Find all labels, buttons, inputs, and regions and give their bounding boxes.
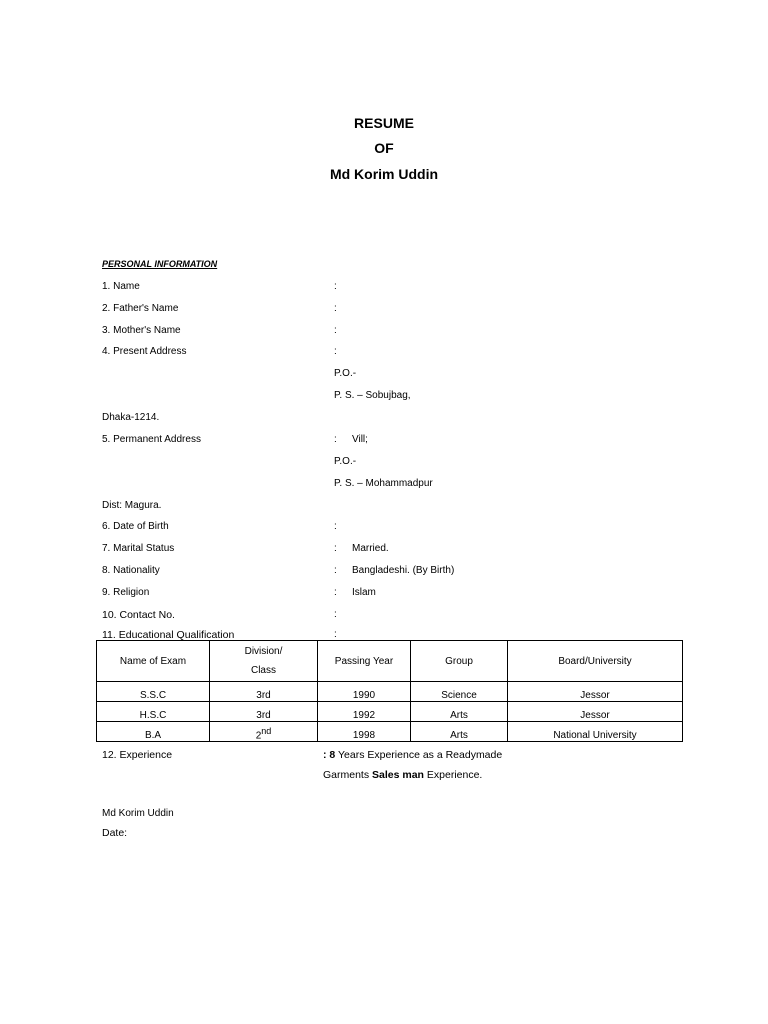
header-board: Board/University xyxy=(508,641,683,682)
cell-division-sup: nd xyxy=(261,725,272,736)
header-division-line1: Division/ xyxy=(244,646,283,657)
cell-group: Science xyxy=(411,682,508,702)
permanent-address-colon: : xyxy=(334,434,337,445)
experience-line2-start: Garments xyxy=(323,769,373,781)
cell-division: 3rd xyxy=(210,702,318,722)
marital-status-label: 7. Marital Status xyxy=(102,543,175,554)
header-exam: Name of Exam xyxy=(97,641,210,682)
experience-line2-bold: Sales man xyxy=(372,769,424,781)
table-row xyxy=(97,682,683,702)
signature-name: Md Korim Uddin xyxy=(102,808,174,819)
cell-board: National University xyxy=(508,722,683,742)
present-address-ps: P. S. – Sobujbag, xyxy=(334,390,411,401)
permanent-address-vill: Vill; xyxy=(352,434,368,445)
religion-label: 9. Religion xyxy=(102,587,150,598)
table-row xyxy=(97,702,683,722)
father-name-label: 2. Father's Name xyxy=(102,303,179,314)
nationality-label: 8. Nationality xyxy=(102,565,160,576)
resume-title: RESUME xyxy=(354,115,414,131)
nationality-colon: : xyxy=(334,565,337,576)
experience-years: : 8 xyxy=(323,749,336,761)
header-division-line2: Class xyxy=(250,665,276,676)
education-table-header xyxy=(97,641,683,682)
mother-name-label: 3. Mother's Name xyxy=(102,325,181,336)
cell-exam: S.S.C xyxy=(97,682,210,702)
dob-label: 6. Date of Birth xyxy=(102,521,169,532)
cell-board: Jessor xyxy=(508,682,683,702)
cell-board: Jessor xyxy=(508,702,683,722)
contact-label: 10. Contact No. xyxy=(102,609,175,621)
present-address-label: 4. Present Address xyxy=(102,346,187,357)
cell-division: 3rd xyxy=(210,682,318,702)
cell-year: 1998 xyxy=(318,722,411,742)
marital-status-value: Married. xyxy=(352,543,389,554)
present-address-colon: : xyxy=(334,346,337,357)
education-colon: : xyxy=(334,629,337,640)
cell-exam: H.S.C xyxy=(97,702,210,722)
marital-status-colon: : xyxy=(334,543,337,554)
cell-exam: B.A xyxy=(97,722,210,742)
experience-line1-text: Years Experience as a Readymade xyxy=(335,749,503,761)
permanent-address-dist: Dist: Magura. xyxy=(102,500,162,511)
permanent-address-po: P.O.- xyxy=(334,456,357,467)
personal-info-heading: PERSONAL INFORMATION xyxy=(102,259,218,269)
experience-line2 xyxy=(323,769,482,781)
signature-date: Date: xyxy=(102,827,128,839)
cell-year: 1992 xyxy=(318,702,411,722)
name-colon: : xyxy=(334,281,337,292)
name-label: 1. Name xyxy=(102,281,140,292)
header-group: Group xyxy=(411,641,508,682)
present-address-city: Dhaka-1214. xyxy=(102,412,160,423)
experience-line2-end: Experience. xyxy=(423,769,483,781)
of-title: OF xyxy=(374,140,394,156)
header-year: Passing Year xyxy=(318,641,411,682)
header-division xyxy=(210,641,318,682)
contact-colon: : xyxy=(334,609,337,620)
cell-group: Arts xyxy=(411,722,508,742)
permanent-address-ps: P. S. – Mohammadpur xyxy=(334,478,433,489)
cell-year: 1990 xyxy=(318,682,411,702)
religion-colon: : xyxy=(334,587,337,598)
education-label: 11. Educational Qualification xyxy=(102,629,235,641)
permanent-address-label: 5. Permanent Address xyxy=(102,434,201,445)
experience-line1 xyxy=(323,749,502,761)
education-table xyxy=(96,640,683,742)
cell-group: Arts xyxy=(411,702,508,722)
table-row xyxy=(97,722,683,742)
religion-value: Islam xyxy=(352,587,376,598)
mother-name-colon: : xyxy=(334,325,337,336)
cell-division-value: 2 xyxy=(255,730,262,741)
present-address-po: P.O.- xyxy=(334,368,357,379)
nationality-value: Bangladeshi. (By Birth) xyxy=(352,565,455,576)
cell-division xyxy=(210,722,318,742)
candidate-name-title: Md Korim Uddin xyxy=(329,166,439,182)
experience-label: 12. Experience xyxy=(102,749,173,761)
father-name-colon: : xyxy=(334,303,337,314)
dob-colon: : xyxy=(334,521,337,532)
